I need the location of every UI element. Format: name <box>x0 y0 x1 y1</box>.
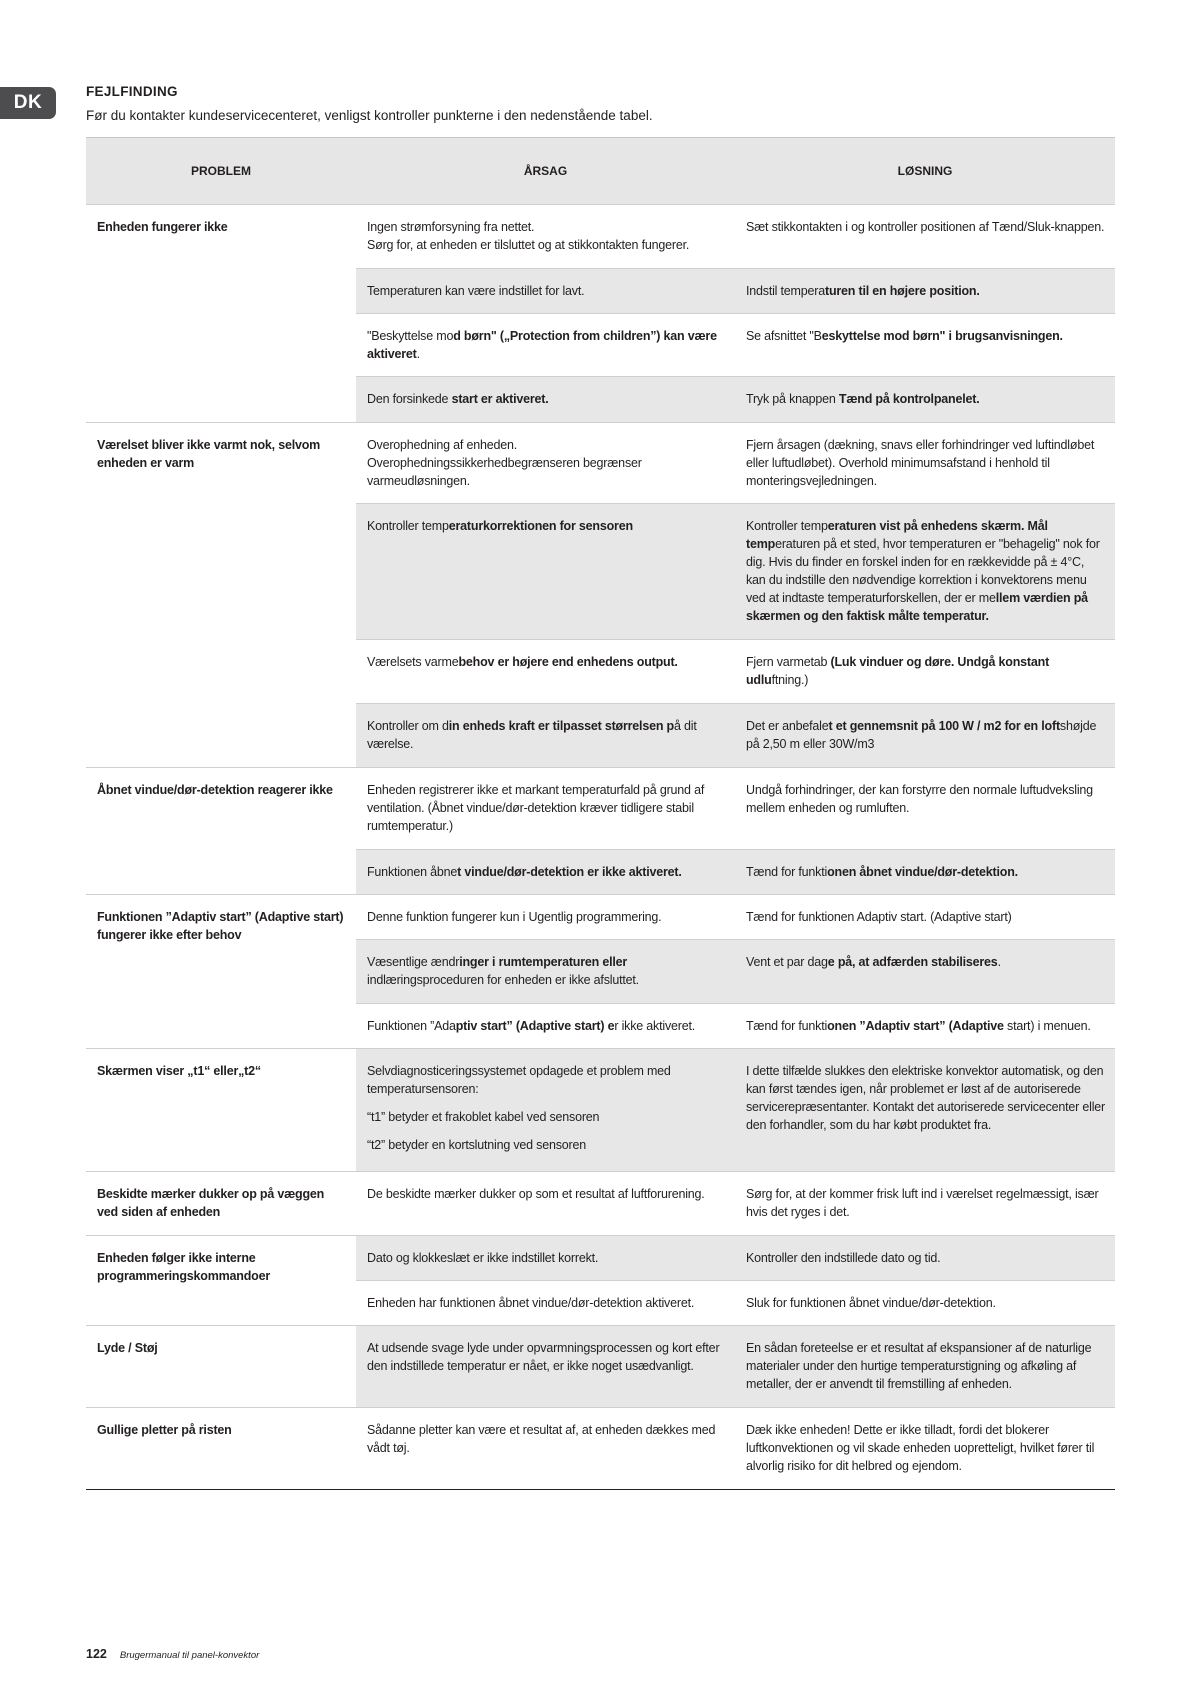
cause-text: å dit værelse. <box>367 719 697 751</box>
solution-cell: Kontroller den indstillede dato og tid. <box>735 1236 1115 1281</box>
table-header-row <box>86 137 1115 205</box>
table-row <box>86 1236 1115 1281</box>
cause-cell <box>356 1049 735 1172</box>
solution-cell: Tænd for funktionen Adaptiv start. (Adaptive start) <box>735 895 1115 940</box>
solution-text: e på, at adfærden stabiliseres <box>827 955 998 969</box>
cause-text: Sørg for, at enheden er tilsluttet og at stikkontakten fungerer. <box>367 238 690 252</box>
table-row <box>86 1408 1115 1490</box>
problem-cell: Enheden fungerer ikke <box>86 205 356 423</box>
cause-text: eraturkorrektionen for sensoren <box>448 519 633 533</box>
solution-cell: I dette tilfælde slukkes den elektriske konvektor automatisk, og den kan først tændes igen, når problemet er løst af de autoriserede servicerepræsentanter. Kontakt det autoriserede servicecenter eller den forhandler, som du har købt produktet fra. <box>735 1049 1115 1172</box>
cause-text: d børn" („Protection from children”) kan være aktiveret <box>367 329 717 361</box>
cause-cell <box>356 940 735 1004</box>
solution-cell <box>735 314 1115 377</box>
solution-text: Vent et par dag <box>746 955 828 969</box>
cause-text: indlæringsproceduren for enheden er ikke afsluttet. <box>367 973 639 987</box>
cause-cell: Denne funktion fungerer kun i Ugentlig programmering. <box>356 895 735 940</box>
solution-text: (Luk vinduer og døre. Undgå konstant udlu <box>746 655 1050 687</box>
cause-cell: Enheden har funktionen åbnet vindue/dør-detektion aktiveret. <box>356 1281 735 1326</box>
cause-cell <box>356 704 735 768</box>
cause-text: "Beskyttelse mo <box>367 329 454 343</box>
cause-cell <box>356 377 735 423</box>
solution-cell: Undgå forhindringer, der kan forstyrre den normale luftudveksling mellem enheden og rumluften. <box>735 768 1115 850</box>
troubleshooting-table <box>86 137 1115 1490</box>
problem-cell: Værelset bliver ikke varmt nok, selvom enheden er varm <box>86 423 356 768</box>
solution-text: Tryk på knappen <box>746 392 839 406</box>
table-row <box>86 205 1115 269</box>
document-title: Brugermanual til panel-konvektor <box>119 1650 260 1661</box>
cause-cell <box>356 314 735 377</box>
solution-text: Tænd for funkti <box>746 865 828 879</box>
solution-text: Kontroller temp <box>746 519 828 533</box>
column-header-problem: PROBLEM <box>86 137 356 205</box>
cause-cell <box>356 205 735 269</box>
cause-text: Kontroller om d <box>367 719 449 733</box>
solution-text: start) i menuen. <box>1003 1019 1091 1033</box>
cause-cell: At udsende svage lyde under opvarmningsprocessen og kort efter den indstillede temperatur er nået, er ikke noget usædvanligt. <box>356 1326 735 1408</box>
solution-cell <box>735 504 1115 640</box>
solution-cell <box>735 850 1115 895</box>
problem-cell: Enheden følger ikke interne programmeringskommandoer <box>86 1236 356 1326</box>
problem-cell: Skærmen viser „t1“ eller„t2“ <box>86 1049 356 1172</box>
page-number: 122 <box>86 1647 107 1661</box>
solution-cell <box>735 704 1115 768</box>
cause-text: . <box>416 347 420 361</box>
cause-cell <box>356 850 735 895</box>
table-row <box>86 1326 1115 1408</box>
cause-text: in enheds kraft er tilpasset størrelsen p <box>448 719 674 733</box>
solution-text: turen til en højere position. <box>824 284 980 298</box>
cause-text: “t1” betyder et frakoblet kabel ved sensoren <box>367 1110 600 1124</box>
solution-cell <box>735 640 1115 704</box>
cause-text: Funktionen ”Ada <box>367 1019 456 1033</box>
solution-text: eskyttelse mod børn" i brugsanvisningen. <box>821 329 1063 343</box>
intro-text: Før du kontakter kundeservicecenteret, venligst kontroller punkterne i den nedenstående tabel. <box>86 108 653 123</box>
solution-cell <box>735 377 1115 423</box>
cause-text: Ingen strømforsyning fra nettet. <box>367 220 535 234</box>
problem-cell: Lyde / Støj <box>86 1326 356 1408</box>
problem-cell: Beskidte mærker dukker op på væggen ved siden af enheden <box>86 1172 356 1236</box>
solution-text: llem værdien på skærmen og den faktisk målte temperatur. <box>746 591 1088 623</box>
problem-cell: Gullige pletter på risten <box>86 1408 356 1490</box>
solution-text: ftning.) <box>771 673 809 687</box>
solution-cell: Sørg for, at der kommer frisk luft ind i værelset regelmæssigt, især hvis det ryges i det. <box>735 1172 1115 1236</box>
solution-text: t et gennemsnit på 100 W / m2 for en loft <box>828 719 1060 733</box>
solution-text: eraturen vist på enhedens skærm. Mål temp <box>746 519 1048 551</box>
solution-text: Se afsnittet "B <box>746 329 822 343</box>
solution-cell <box>735 1004 1115 1049</box>
solution-text: shøjde på 2,50 m eller 30W/m3 <box>746 719 1097 751</box>
solution-text: Tænd på kontrolpanelet. <box>838 392 980 406</box>
problem-cell: Funktionen ”Adaptiv start” (Adaptive start) fungerer ikke efter behov <box>86 895 356 1049</box>
cause-text: t vindue/dør-detektion er ikke aktiveret. <box>457 865 682 879</box>
solution-cell <box>735 269 1115 314</box>
language-badge <box>0 87 56 119</box>
problem-cell: Åbnet vindue/dør-detektion reagerer ikke <box>86 768 356 895</box>
solution-text: eraturen på et sted, hvor temperaturen er "behagelig" nok for dig. Hvis du finder en forskel inden for en rækkevidde på ± 4°C, kan du indstille den nødvendige korrektion i konvektorens menu ved at indtaste temperaturforskellen, der er me <box>746 537 1100 605</box>
solution-text: Det er anbefale <box>746 719 829 733</box>
cause-text: Værelsets varme <box>367 655 459 669</box>
solution-cell: Sluk for funktionen åbnet vindue/dør-detektion. <box>735 1281 1115 1326</box>
solution-cell: Sæt stikkontakten i og kontroller positionen af Tænd/Sluk-knappen. <box>735 205 1115 269</box>
solution-cell <box>735 940 1115 1004</box>
language-code: DK <box>13 92 43 113</box>
cause-text: “t2” betyder en kortslutning ved sensoren <box>367 1138 587 1152</box>
cause-text: Selvdiagnosticeringssystemet opdagede et problem med temperatursensoren: <box>367 1064 671 1096</box>
table-row <box>86 423 1115 504</box>
page-title: FEJLFINDING <box>86 84 178 99</box>
solution-cell: Dæk ikke enheden! Dette er ikke tilladt, fordi det blokerer luftkonvektionen og vil skade enheden uopretteligt, hvilket fører til alvorlig risiko for dit helbred og ejendom. <box>735 1408 1115 1490</box>
cause-cell: Temperaturen kan være indstillet for lavt. <box>356 269 735 314</box>
cause-cell: Overophedning af enheden. Overophedningssikkerhedbegrænseren begrænser varmeudløsningen. <box>356 423 735 504</box>
solution-text: onen ”Adaptiv start” (Adaptive <box>827 1019 1004 1033</box>
cause-cell: Sådanne pletter kan være et resultat af, at enheden dækkes med vådt tøj. <box>356 1408 735 1490</box>
solution-cell: Fjern årsagen (dækning, snavs eller forhindringer ved luftindløbet eller luftudløbet). Overhold minimumsafstand i henhold til monteringsvejledningen. <box>735 423 1115 504</box>
solution-text: onen åbnet vindue/dør-detektion. <box>827 865 1018 879</box>
table-row <box>86 768 1115 850</box>
solution-text: . <box>997 955 1001 969</box>
cause-text: ptiv start” (Adaptive start) e <box>455 1019 615 1033</box>
cause-text: Kontroller temp <box>367 519 449 533</box>
cause-cell <box>356 640 735 704</box>
cause-text: start er aktiveret. <box>451 392 549 406</box>
solution-text: Fjern varmetab <box>746 655 831 669</box>
cause-text: Funktionen åbne <box>367 865 458 879</box>
cause-text: Væsentlige ændr <box>367 955 460 969</box>
table-row <box>86 895 1115 940</box>
cause-cell: Enheden registrerer ikke et markant temperaturfald på grund af ventilation. (Åbnet vindue/dør-detektion kræver tidligere stabil rumtemperatur.) <box>356 768 735 850</box>
cause-cell: Dato og klokkeslæt er ikke indstillet korrekt. <box>356 1236 735 1281</box>
cause-cell <box>356 504 735 640</box>
column-header-solution: LØSNING <box>735 137 1115 205</box>
cause-text: r ikke aktiveret. <box>614 1019 696 1033</box>
solution-cell: En sådan foreteelse er et resultat af ekspansioner af de naturlige materialer under den hurtige temperaturstigning og afkøling af metaller, der er anvendt til fremstilling af enheden. <box>735 1326 1115 1408</box>
cause-cell <box>356 1004 735 1049</box>
table-row <box>86 1049 1115 1172</box>
table-row <box>86 1172 1115 1236</box>
solution-text: Indstil tempera <box>746 284 825 298</box>
cause-cell: De beskidte mærker dukker op som et resultat af luftforurening. <box>356 1172 735 1236</box>
cause-text: behov er højere end enhedens output. <box>458 655 678 669</box>
page-footer <box>86 1646 259 1664</box>
cause-text: Den forsinkede <box>367 392 452 406</box>
cause-text: inger i rumtemperaturen eller <box>459 955 628 969</box>
column-header-cause: ÅRSAG <box>356 137 735 205</box>
solution-text: Tænd for funkti <box>746 1019 828 1033</box>
